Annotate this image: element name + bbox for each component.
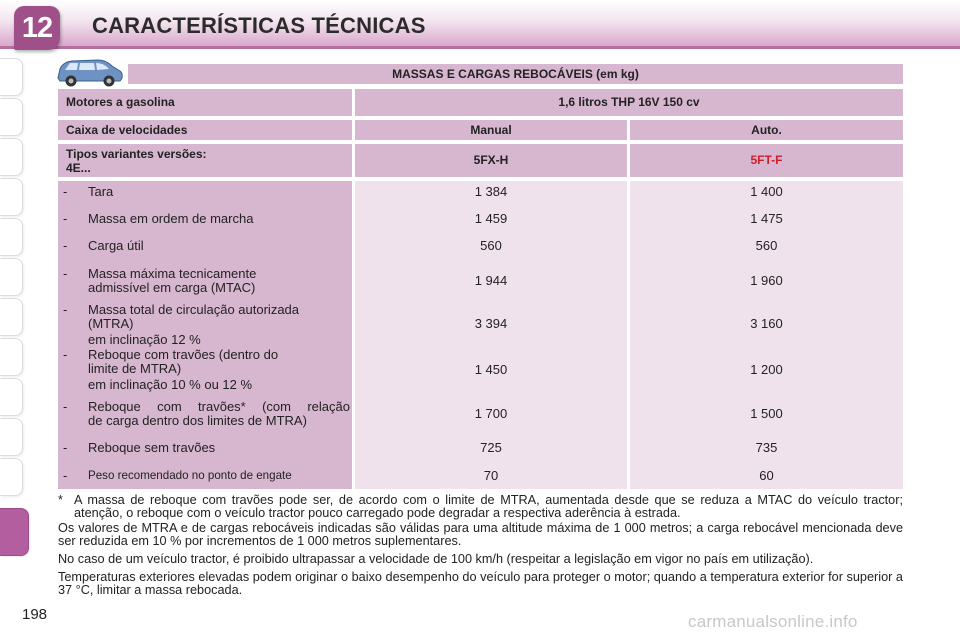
table-cell-manual: 1 384 [474, 184, 508, 199]
chapter-tab[interactable] [0, 138, 23, 176]
table-cell-manual: 70 [483, 468, 499, 483]
table-cell-auto: 1 500 [750, 406, 783, 421]
chapter-tab[interactable] [0, 378, 23, 416]
table-cell-auto: 1 400 [750, 184, 783, 199]
row-label-text: Tara [88, 184, 114, 199]
row-dash: - [63, 440, 68, 455]
gearbox-auto: Auto. [630, 120, 903, 140]
engine-value: 1,6 litros THP 16V 150 cv [355, 89, 903, 116]
row-label-text: Carga útil [88, 238, 144, 253]
chapter-tab[interactable] [0, 418, 23, 456]
row-dash: - [63, 266, 68, 281]
row-label-text: Massa em ordem de marcha [88, 211, 254, 226]
chapter-tabs [0, 56, 28, 576]
footnote [58, 494, 903, 520]
table-cell-auto: 1 960 [750, 273, 783, 288]
table-cell-manual: 1 459 [474, 211, 508, 226]
note-paragraph: Os valores de MTRA e de cargas rebocáveis indicadas são válidas para uma altitude máxima de 1 000 metros; a carga rebocável mencionada deve ser reduzida em 10 % por incrementos de 1 000 metros suplementares. [58, 521, 903, 548]
row-label-line1: Reboque com travões (dentro do [88, 347, 279, 362]
note-paragraph: Temperaturas exteriores elevadas podem originar o baixo desempenho do veículo para proteger o motor; quando a temperatura exterior for superior a 37 °C, limitar a massa rebocada. [58, 570, 903, 597]
row-label-line2: limite de MTRA) [88, 361, 182, 376]
table-cell-auto: 735 [755, 440, 778, 455]
row-label-text: Reboque sem travões [88, 440, 216, 455]
row-label-line3: em inclinação 10 % ou 12 % [88, 377, 253, 392]
row-dash: - [63, 468, 68, 483]
type-manual: 5FX-H [355, 144, 627, 177]
row-label-line3: em inclinação 12 % [88, 332, 201, 347]
types-label [58, 144, 352, 177]
chapter-badge: 12 [14, 6, 60, 50]
row-label-line1: Massa total de circulação autorizada [88, 302, 300, 317]
page-number: 198 [22, 606, 48, 623]
table-cell-manual: 560 [480, 238, 502, 253]
gearbox-label: Caixa de velocidades [58, 120, 352, 140]
row-label-line2: admissível em carga (MTAC) [88, 280, 256, 295]
chapter-tab[interactable] [0, 98, 23, 136]
chapter-tab[interactable] [0, 298, 23, 336]
table-cell-manual: 1 944 [474, 273, 508, 288]
note-paragraph: No caso de um veículo tractor, é proibido ultrapassar a velocidade de 100 km/h (respeitar a legislação em vigor no país em utilização). [58, 552, 814, 566]
row-dash: - [63, 399, 68, 414]
table-cell-auto: 3 160 [750, 316, 783, 331]
watermark: carmanualsonline.info [688, 612, 858, 631]
table-cell-manual: 725 [480, 440, 502, 455]
type-auto: 5FT-F [630, 144, 903, 177]
types-label-line1: Tipos variantes versões: [66, 147, 207, 161]
chapter-tab[interactable] [0, 458, 23, 496]
car-icon [54, 54, 124, 88]
chapter-tab[interactable] [0, 338, 23, 376]
table-cell-auto: 60 [759, 468, 774, 483]
row-label-line1: Reboque com travões* (com relação [88, 399, 350, 414]
row-label-line2: (MTRA) [88, 316, 134, 331]
chapter-tab[interactable] [0, 218, 23, 256]
table-cell-manual: 1 700 [474, 406, 508, 421]
footnote-mark: * [58, 493, 63, 507]
chapter-tab[interactable] [0, 258, 23, 296]
table-cell-auto: 1 475 [750, 211, 783, 226]
notes-section [58, 494, 903, 602]
row-label-line1: Massa máxima tecnicamente [88, 266, 257, 281]
row-dash: - [63, 238, 68, 253]
engines-label: Motores a gasolina [58, 89, 352, 116]
footnote-text: A massa de reboque com travões pode ser, de acordo com o limite de MTRA, aumentada desde que se reduza a MTAC do veículo tractor; atenção, o reboque com o veículo tractor pouco carregado pode degradar a respectiva aderência à estrada. [74, 493, 903, 520]
row-label-line2: de carga dentro dos limites de MTRA) [88, 413, 307, 428]
table-cell-auto: 560 [755, 238, 778, 253]
table-title: MASSAS E CARGAS REBOCÁVEIS (em kg) [128, 64, 903, 84]
row-dash: - [63, 347, 68, 362]
gearbox-manual: Manual [355, 120, 627, 140]
table-cell-manual: 3 394 [474, 316, 508, 331]
types-label-line2: 4E... [66, 161, 91, 175]
table-cell-manual: 1 450 [474, 362, 508, 377]
chapter-tab-active[interactable] [0, 508, 29, 556]
page-title: CARACTERÍSTICAS TÉCNICAS [92, 13, 426, 38]
row-dash: - [63, 184, 68, 199]
row-dash: - [63, 302, 68, 317]
chapter-tab[interactable] [0, 58, 23, 96]
chapter-tab[interactable] [0, 178, 23, 216]
table-cell-auto: 1 200 [750, 362, 783, 377]
row-dash: - [63, 211, 68, 226]
row-label-text: Peso recomendado no ponto de engate [88, 469, 292, 482]
